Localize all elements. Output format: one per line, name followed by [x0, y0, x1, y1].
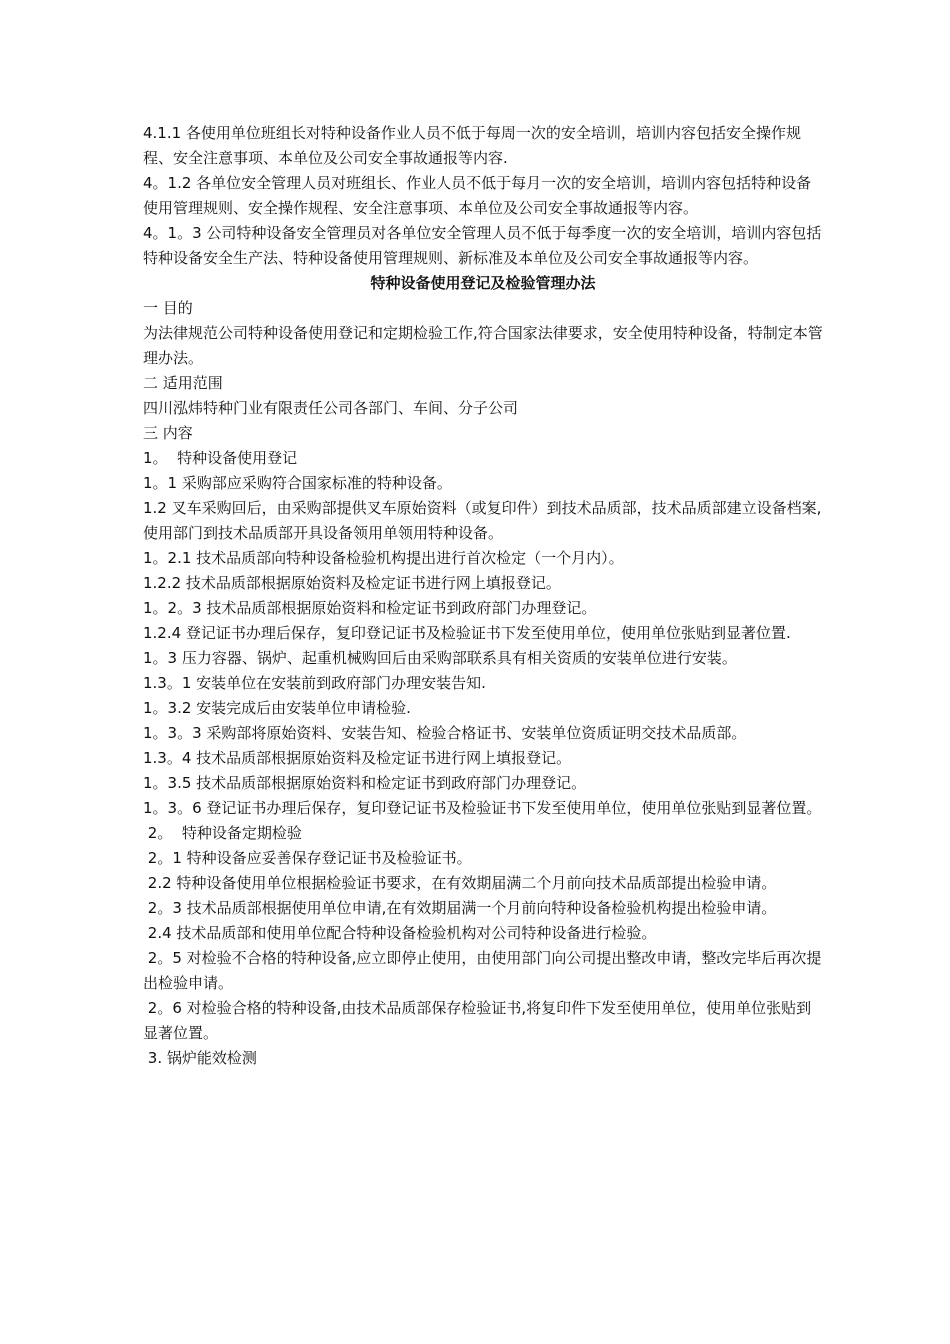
heading-purpose: 一 目的 [143, 299, 193, 317]
paragraph-4-1-3: 4。1。3 公司特种设备安全管理员对各单位安全管理人员不低于每季度一次的安全培训，培训内容包括特种设备安全生产法、特种设备使用管理规则、新标准及本单位及公司安全事故通报等内容。 [143, 224, 822, 267]
paragraph-1-2-1: 1。2.1 技术品质部向特种设备检验机构提出进行首次检定（一个月内）。 [143, 549, 624, 567]
paragraph-1-2-4: 1.2.4 登记证书办理后保存，复印登记证书及检验证书下发至使用单位，使用单位张贴到显著位置. [143, 624, 791, 642]
paragraph-scope: 四川泓炜特种门业有限责任公司各部门、车间、分子公司 [143, 399, 519, 417]
paragraph-1-3-5: 1。3.5 技术品质部根据原始资料和检定证书到政府部门办理登记。 [143, 774, 587, 792]
paragraph-2-3: 2。3 技术品质部根据使用单位申请,在有效期届满一个月前向特种设备检验机构提出检验申请。 [143, 899, 777, 917]
paragraph-1-2: 1.2 叉车采购回后，由采购部提供叉车原始资料（或复印件）到技术品质部，技术品质部建立设备档案,使用部门到技术品质部开具设备领用单领用特种设备。 [143, 499, 822, 542]
heading-content: 三 内容 [143, 424, 193, 442]
paragraph-4-1-2: 4。1.2 各单位安全管理人员对班组长、作业人员不低于每月一次的安全培训，培训内容包括特种设备使用管理规则、安全操作规程、安全注意事项、本单位及公司安全事故通报等内容。 [143, 174, 812, 217]
paragraph-2-6: 2。6 对检验合格的特种设备,由技术品质部保存检验证书,将复印件下发至使用单位，使用单位张贴到显著位置。 [143, 999, 812, 1042]
heading-scope: 二 适用范围 [143, 374, 223, 392]
document-body [143, 121, 823, 1071]
paragraph-4-1-1: 4.1.1 各使用单位班组长对特种设备作业人员不低于每周一次的安全培训，培训内容包括安全操作规程、安全注意事项、本单位及公司安全事故通报等内容. [143, 124, 801, 167]
paragraph-1-3-4: 1.3。4 技术品质部根据原始资料及检定证书进行网上填报登记。 [143, 749, 572, 767]
paragraph-1-3-2: 1。3.2 安装完成后由安装单位申请检验. [143, 699, 411, 717]
paragraph-2-5: 2。5 对检验不合格的特种设备,应立即停止使用，由使用部门向公司提出整改申请，整改完毕后再次提出检验申请。 [143, 949, 822, 992]
paragraph-2-4: 2.4 技术品质部和使用单位配合特种设备检验机构对公司特种设备进行检验。 [143, 924, 657, 942]
paragraph-1-3: 1。3 压力容器、锅炉、起重机械购回后由采购部联系具有相关资质的安装单位进行安装。 [143, 649, 737, 667]
paragraph-1-1: 1。1 采购部应采购符合国家标准的特种设备。 [143, 474, 452, 492]
paragraph-1-3-1: 1.3。1 安装单位在安装前到政府部门办理安装告知. [143, 674, 486, 692]
paragraph-1-2-2: 1.2.2 技术品质部根据原始资料及检定证书进行网上填报登记。 [143, 574, 561, 592]
paragraph-purpose: 为法律规范公司特种设备使用登记和定期检验工作,符合国家法律要求，安全使用特种设备，特制定本管理办法。 [143, 324, 823, 367]
paragraph-1-2-3: 1。2。3 技术品质部根据原始资料和检定证书到政府部门办理登记。 [143, 599, 597, 617]
paragraph-1-3-6: 1。3。6 登记证书办理后保存，复印登记证书及检验证书下发至使用单位，使用单位张贴到显著位置。 [143, 799, 822, 817]
heading-1: 1。 特种设备使用登记 [143, 449, 298, 467]
paragraph-1-3-3: 1。3。3 采购部将原始资料、安装告知、检验合格证书、安装单位资质证明交技术品质部。 [143, 724, 747, 742]
paragraph-2-1: 2。1 特种设备应妥善保存登记证书及检验证书。 [143, 849, 472, 867]
heading-2: 2。 特种设备定期检验 [143, 824, 302, 842]
heading-3: 3. 锅炉能效检测 [143, 1049, 257, 1067]
paragraph-2-2: 2.2 特种设备使用单位根据检验证书要求，在有效期届满二个月前向技术品质部提出检验申请。 [143, 874, 777, 892]
section-title: 特种设备使用登记及检验管理办法 [370, 274, 596, 292]
